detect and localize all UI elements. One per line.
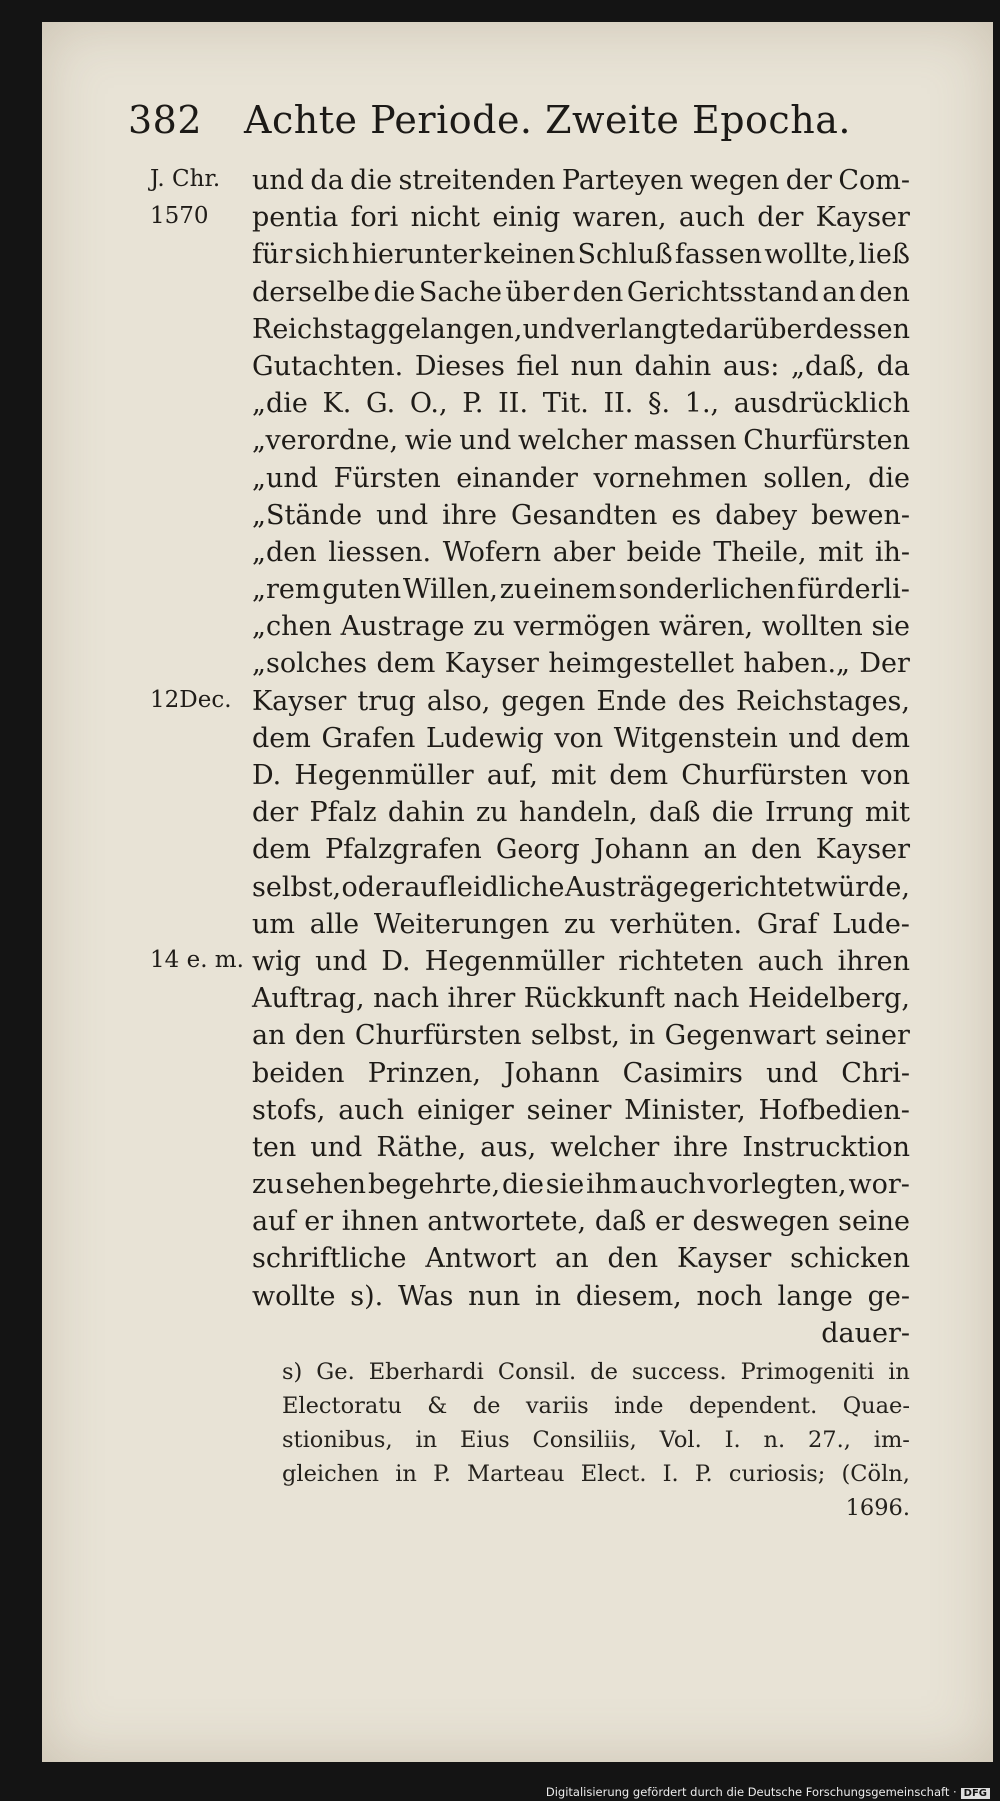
text-line: Gutachten. Dieses fiel nun dahin aus: „daß, da [252,350,910,382]
text-line: „den liessen. Wofern aber beide Theile, mit ih- [252,536,910,568]
text-line: Kayser trug also, gegen Ende des Reichstages, [252,685,910,717]
text-line: selbst, oder auf leidliche Austräge gerichtet würde, [252,871,910,903]
margin-note: 14 e. m. [150,947,244,974]
footnote-line: gleichen in P. Marteau Elect. I. P. curiosis; (Cöln, [282,1461,910,1487]
body-text [252,162,910,1352]
page-number: 382 [128,98,203,142]
text-line: „Stände und ihre Gesandten es dabey bewen- [252,499,910,531]
running-title: Achte Periode. Zweite Epocha. [244,98,851,142]
text-line: wollte s). Was nun in diesem, noch lange ge- [252,1280,910,1312]
margin-note: J. Chr. [150,166,221,192]
footnote-line: Electoratu & de variis inde dependent. Quae- [282,1393,910,1419]
margin-note: 12Dec. [150,686,232,713]
text-line: Auftrag, nach ihrer Rückkunft nach Heidelberg, [252,983,910,1015]
text-line: zu sehen begehrte, die sie ihm auch vorlegten, wor- [252,1169,910,1201]
credit-text: Digitalisierung gefördert durch die Deutsche Forschungsgemeinschaft · [545,1785,957,1799]
text-line: ten und Räthe, aus, welcher ihre Instrucktion [252,1131,910,1163]
text-line: dem Pfalzgrafen Georg Johann an den Kayser [252,834,910,866]
text-line: D. Hegenmüller auf, mit dem Churfürsten von [252,760,910,791]
page-header [128,98,851,142]
text-line: auf er ihnen antwortete, daß er deswegen seine [252,1206,910,1238]
text-line: stofs, auch einiger seiner Minister, Hofbedien- [252,1094,910,1126]
footnote-line: stionibus, in Eius Consiliis, Vol. I. n. 27., im- [282,1427,910,1453]
digitization-credit [546,1785,990,1799]
margin-note: 1570 [150,203,209,230]
text-line: um alle Weiterungen zu verhüten. Graf Lude- [252,908,910,940]
text-line: „die K. G. O., P. II. Tit. II. §. 1., ausdrücklich [252,388,910,420]
text-line: Reichstag gelangen, und verlangte darüber dessen [252,313,910,345]
text-line: für sich hierunter keinen Schluß fassen wollte, ließ [252,239,910,271]
text-line: schriftliche Antwort an den Kayser schicken [252,1243,910,1275]
text-line: derselbe die Sache über den Gerichtsstand an den [252,276,910,308]
text-line: „verordne, wie und welcher massen Churfürsten [252,425,910,457]
dfg-logo: DFG [961,1788,990,1799]
footnote-line: s) Ge. Eberhardi Consil. de success. Primogeniti in [282,1359,910,1385]
text-line: dauer- [821,1317,910,1349]
footnote [282,1355,910,1525]
text-line: und da die streitenden Parteyen wegen der Com- [252,165,910,196]
text-line: „und Fürsten einander vornehmen sollen, die [252,462,910,494]
text-line: „chen Austrage zu vermögen wären, wollten sie [252,611,910,643]
text-line: der Pfalz dahin zu handeln, daß die Irrung mit [252,797,910,829]
text-line: wig und D. Hegenmüller richteten auch ihren [252,945,910,977]
text-line: an den Churfürsten selbst, in Gegenwart seiner [252,1020,910,1052]
text-line: „solches dem Kayser heimgestellet haben.„ Der [252,648,910,680]
text-line: dem Grafen Ludewig von Witgenstein und dem [252,722,910,754]
text-line: „rem guten Willen, zu einem sonderlichen fürderli- [252,574,910,606]
text-line: pentia fori nicht einig waren, auch der Kayser [252,202,910,234]
text-line: beiden Prinzen, Johann Casimirs und Chri- [252,1057,910,1089]
footnote-line: 1696. [845,1495,910,1521]
